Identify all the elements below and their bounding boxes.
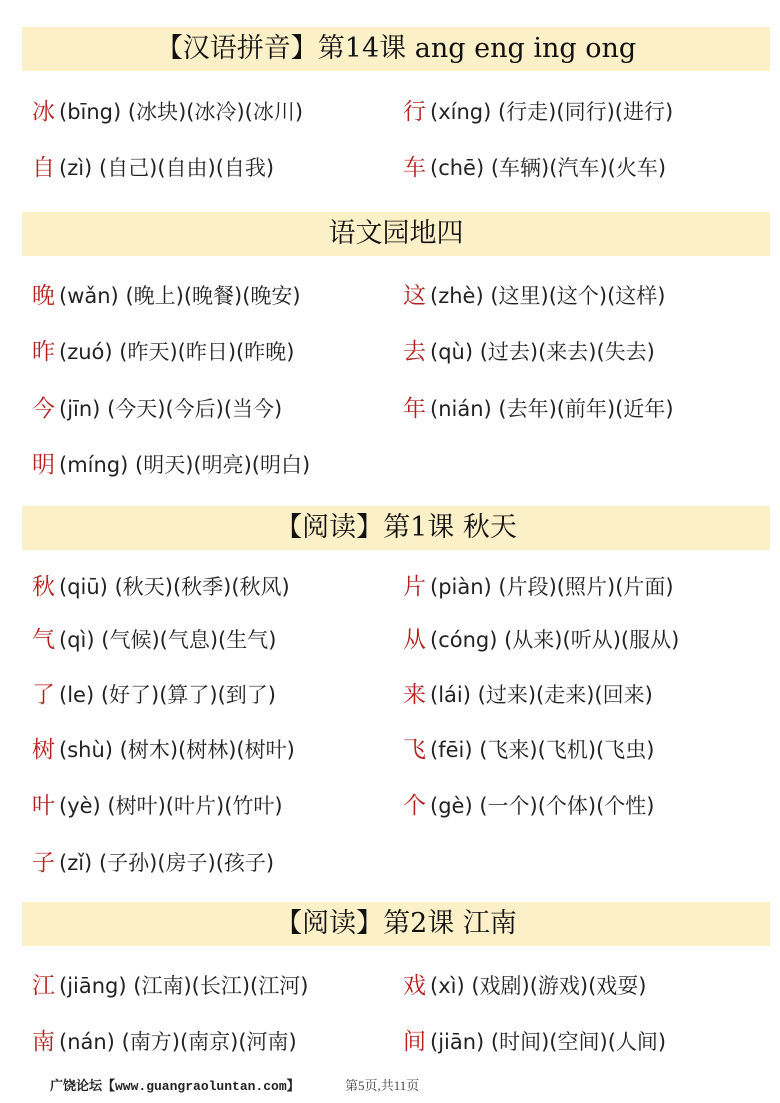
character: 片 [403, 574, 426, 600]
character-entry [32, 450, 310, 480]
pinyin: (qì) [59, 628, 95, 652]
character-entry [32, 281, 301, 311]
word-list: (今天)(今后)(当今) [107, 397, 283, 421]
word-list: (一个)(个体)(个性) [479, 794, 655, 818]
word-list: (行走)(同行)(进行) [497, 100, 674, 124]
page-number: 第5页,共11页 [345, 1078, 420, 1093]
character: 戏 [403, 973, 426, 999]
character-entry [32, 1027, 297, 1057]
character: 南 [32, 1029, 55, 1055]
character: 年 [403, 396, 426, 422]
footer-site: 广饶论坛【www.guangraoluntan.com】 [50, 1079, 300, 1094]
character: 这 [403, 283, 426, 309]
character: 行 [403, 99, 426, 125]
character: 树 [32, 737, 55, 763]
word-list: (子孙)(房子)(孩子) [98, 851, 275, 875]
character-entry [32, 394, 282, 424]
character-entry [32, 971, 308, 1001]
character: 个 [403, 793, 426, 819]
word-list: (树木)(树林)(树叶) [119, 738, 295, 762]
character: 间 [403, 1029, 426, 1055]
pinyin: (le) [59, 683, 95, 707]
pinyin: (qiū) [59, 575, 108, 599]
character: 秋 [32, 574, 55, 600]
character: 车 [403, 155, 426, 181]
character-entry [403, 153, 666, 183]
character: 昨 [32, 339, 55, 365]
character: 来 [403, 682, 426, 708]
character-entry [32, 735, 295, 765]
character: 江 [32, 973, 55, 999]
pinyin: (zǐ) [59, 851, 93, 875]
character-entry [32, 337, 294, 367]
pinyin: (cóng) [430, 628, 498, 652]
word-list: (片段)(照片)(片面) [498, 575, 674, 599]
character: 子 [32, 850, 55, 876]
pinyin: (jīn) [59, 397, 101, 421]
character: 气 [32, 627, 55, 653]
pinyin: (míng) [59, 453, 129, 477]
pinyin: (yè) [59, 794, 101, 818]
pinyin: (lái) [430, 683, 471, 707]
character-entry [32, 153, 274, 183]
pinyin: (xíng) [430, 100, 492, 124]
pinyin: (fēi) [430, 738, 473, 762]
word-list: (时间)(空间)(人间) [490, 1030, 667, 1054]
pinyin: (xì) [430, 974, 465, 998]
pinyin: (qù) [430, 340, 474, 364]
word-list: (这里)(这个)(这样) [490, 284, 666, 308]
character: 明 [32, 452, 55, 478]
character-entry [32, 680, 276, 710]
pinyin: (nán) [59, 1030, 115, 1054]
word-list: (晚上)(晚餐)(晚安) [125, 284, 301, 308]
word-list: (树叶)(叶片)(竹叶) [107, 794, 283, 818]
character: 叶 [32, 793, 55, 819]
word-list: (过去)(来去)(失去) [479, 340, 655, 364]
word-list: (明天)(明亮)(明白) [135, 453, 311, 477]
character-entry [403, 97, 673, 127]
character: 去 [403, 339, 426, 365]
pinyin: (chē) [430, 156, 485, 180]
character: 晚 [32, 283, 55, 309]
word-list: (戏剧)(游戏)(戏耍) [471, 974, 647, 998]
pinyin: (jiāng) [59, 974, 127, 998]
word-list: (气候)(气息)(生气) [101, 628, 277, 652]
section-title: 【阅读】第2课 江南 [22, 902, 770, 946]
character-entry [403, 337, 655, 367]
pinyin: (bīng) [59, 100, 122, 124]
character: 冰 [32, 99, 55, 125]
section-title: 语文园地四 [22, 212, 770, 256]
character-entry [32, 97, 303, 127]
pinyin: (shù) [59, 738, 113, 762]
character-entry [403, 625, 679, 655]
character-entry [403, 394, 674, 424]
word-list: (过来)(走来)(回来) [477, 683, 653, 707]
character: 自 [32, 155, 55, 181]
word-list: (从来)(听从)(服从) [504, 628, 680, 652]
word-list: (江南)(长江)(江河) [133, 974, 309, 998]
pinyin: (wǎn) [59, 284, 119, 308]
word-list: (去年)(前年)(近年) [498, 397, 674, 421]
character-entry [403, 791, 655, 821]
word-list: (自己)(自由)(自我) [98, 156, 275, 180]
character-entry [403, 281, 666, 311]
pinyin: (zuó) [59, 340, 113, 364]
character-entry [403, 1027, 666, 1057]
character-entry [32, 572, 290, 602]
word-list: (昨天)(昨日)(昨晚) [119, 340, 295, 364]
pinyin: (gè) [430, 794, 473, 818]
character-entry [403, 971, 647, 1001]
character: 今 [32, 396, 55, 422]
character-entry [32, 791, 283, 821]
character-entry [403, 735, 654, 765]
character-entry [403, 680, 653, 710]
word-list: (好了)(算了)(到了) [100, 683, 276, 707]
character: 了 [32, 682, 55, 708]
character-entry [32, 848, 274, 878]
word-list: (车辆)(汽车)(火车) [490, 156, 667, 180]
word-list: (冰块)(冰冷)(冰川) [127, 100, 304, 124]
pinyin: (piàn) [430, 575, 492, 599]
pinyin: (zì) [59, 156, 93, 180]
pinyin: (nián) [430, 397, 492, 421]
word-list: (飞来)(飞机)(飞虫) [479, 738, 655, 762]
character-entry [403, 572, 674, 602]
word-list: (秋天)(秋季)(秋风) [114, 575, 290, 599]
character-entry [32, 625, 276, 655]
character: 飞 [403, 737, 426, 763]
section-title: 【汉语拼音】第14课 ang eng ing ong [22, 27, 770, 71]
section-title: 【阅读】第1课 秋天 [22, 506, 770, 550]
pinyin: (zhè) [430, 284, 484, 308]
word-list: (南方)(南京)(河南) [121, 1030, 297, 1054]
pinyin: (jiān) [430, 1030, 485, 1054]
character: 从 [403, 627, 426, 653]
